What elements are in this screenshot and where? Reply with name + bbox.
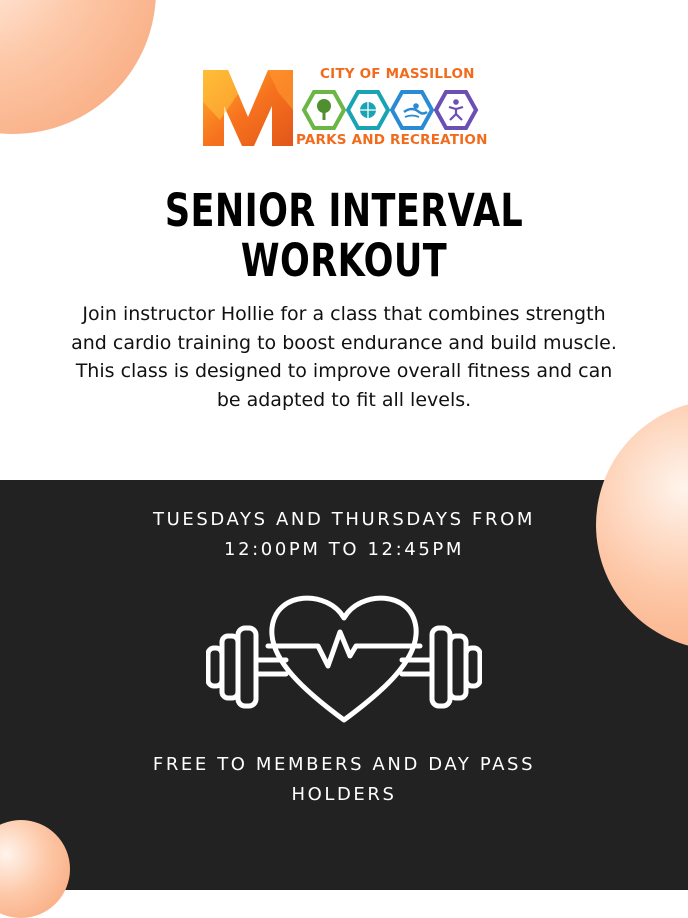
runner-icon [449, 99, 463, 120]
pricing-line-2: HOLDERS [291, 784, 397, 805]
basketball-icon [360, 102, 376, 118]
event-schedule [0, 505, 688, 565]
schedule-time: 12:00PM TO 12:45PM [224, 539, 464, 560]
event-title [76, 186, 613, 286]
parks-logo [200, 62, 490, 154]
swimmer-icon [404, 103, 427, 117]
event-title-line-1: SENIOR INTERVAL [164, 184, 524, 237]
schedule-days: TUESDAYS AND THURSDAYS FROM [153, 509, 535, 530]
event-pricing [0, 750, 688, 810]
heart-dumbbell-icon [206, 588, 482, 728]
logo-m-letter [203, 70, 293, 146]
event-description: Join instructor Hollie for a class that combines strength and cardio training to boost endurance and build muscle. This class is designed to improve overall fitness and can be adapted to fit all levels. [71, 303, 617, 411]
logo-department-text: PARKS AND RECREATION [296, 132, 488, 148]
logo-city-text: CITY OF MASSILLON [320, 66, 475, 82]
event-title-line-2: WORKOUT [240, 234, 448, 287]
tree-icon [317, 99, 331, 120]
pricing-line-1: FREE TO MEMBERS AND DAY PASS [152, 754, 536, 775]
